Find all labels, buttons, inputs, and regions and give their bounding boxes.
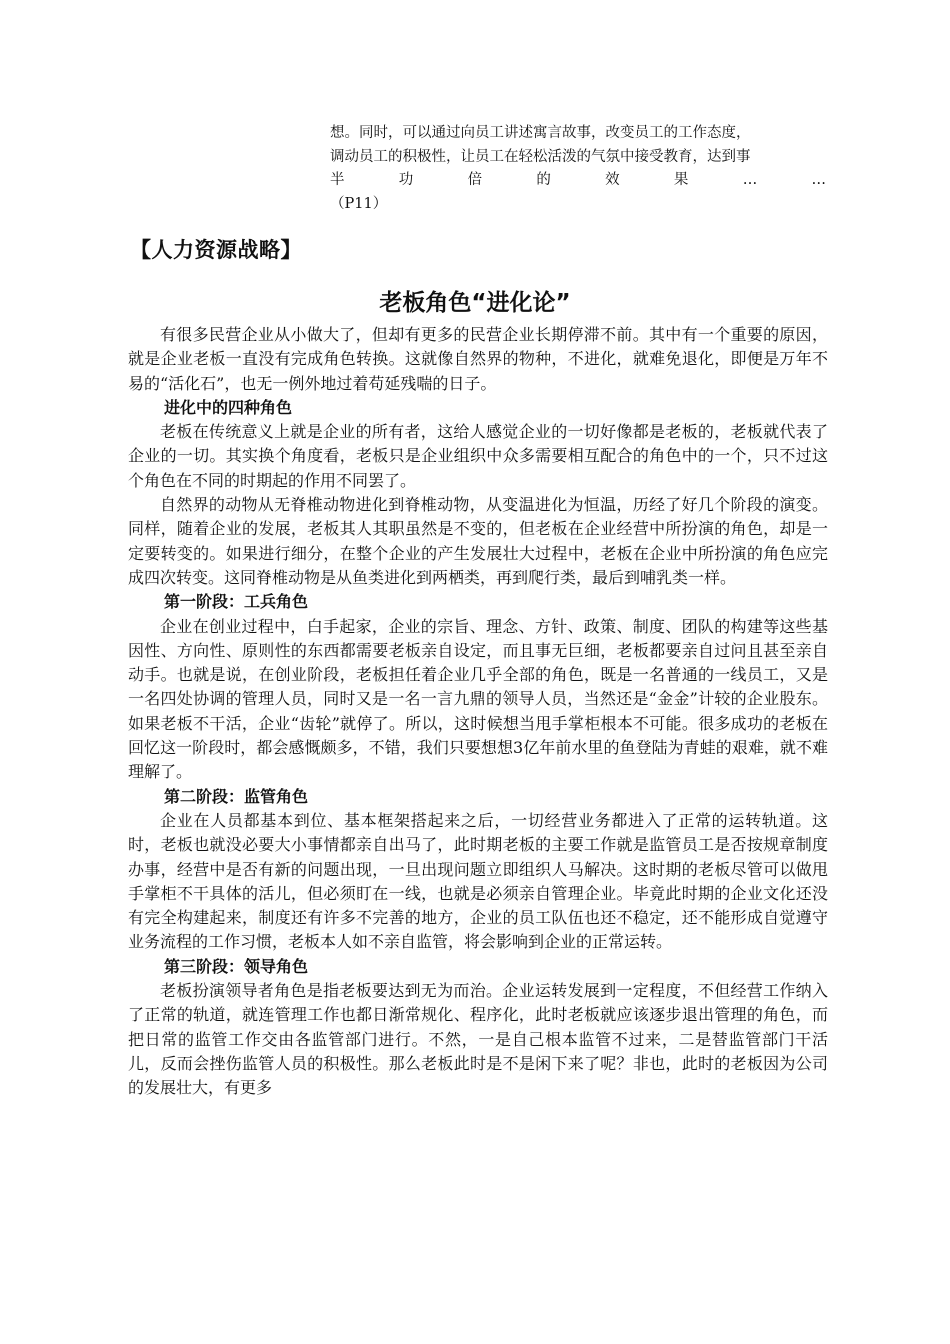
excerpt-char: 倍 xyxy=(467,172,483,188)
intro-paragraph: 有很多民营企业从小做大了，但却有更多的民营企业长期停滞不前。其中有一个重要的原因，就是企业老板一直没有完成角色转换。这就像自然界的物种，不进化，就难免退化，即便是万年不易的“活化石”，也无一例外地过着苟延残喘的日子。 xyxy=(128,325,828,393)
previous-article-excerpt xyxy=(330,122,826,216)
article-body xyxy=(128,323,828,1101)
excerpt-char: 的 xyxy=(536,172,551,188)
subheading-stage-3: 第三阶段：领导角色 xyxy=(164,956,309,976)
subheading-four-roles: 进化中的四种角色 xyxy=(164,397,293,417)
excerpt-char: … xyxy=(811,172,826,188)
page-reference: （P11） xyxy=(330,195,388,212)
section-tag: 【人力资源战略】 xyxy=(130,238,302,262)
excerpt-char: … xyxy=(742,172,758,188)
excerpt-char: 半 xyxy=(330,172,345,188)
stage-1-paragraph: 企业在创业过程中，白手起家，企业的宗旨、理念、方针、政策、制度、团队的构建等这些基因性、方向性、原则性的东西都需要老板亲自设定，而且事无巨细，老板都要亲自过问且甚至亲自动手。也就是说，在创业阶段，老板担任着企业几乎全部的角色，既是一名普通的一线员工，又是一名四处协调的管理人员，同时又是一名一言九鼎的领导人员，当然还是“金金”计较的企业股东。如果老板不干活，企业“齿轮”就停了。所以，这时候想当甩手掌柜根本不可能。很多成功的老板在回忆这一阶段时，都会感慨颇多，不错，我们只要想想3亿年前水里的鱼登陆为青蛙的艰难，就不难理解了。 xyxy=(128,616,828,782)
roles-paragraph-2: 自然界的动物从无脊椎动物进化到脊椎动物，从变温进化为恒温，历经了好几个阶段的演变。同样，随着企业的发展，老板其人其职虽然是不变的，但老板在企业经营中所扮演的角色，却是一定要转变的。如果进行细分，在整个企业的产生发展壮大过程中，老板在企业中所扮演的角色应完成四次转变。这同脊椎动物是从鱼类进化到两栖类，再到爬行类，最后到哺乳类一样。 xyxy=(128,495,828,587)
excerpt-char: 果 xyxy=(673,172,689,188)
excerpt-line-2: 调动员工的积极性，让员工在轻松活泼的气氛中接受教育，达到事 xyxy=(330,148,751,165)
excerpt-char: 效 xyxy=(605,172,620,188)
subheading-stage-2: 第二阶段：监管角色 xyxy=(164,786,309,806)
stage-2-paragraph: 企业在人员都基本到位、基本框架搭起来之后，一切经营业务都进入了正常的运转轨道。这时，老板也就没必要大小事情都亲自出马了，此时期老板的主要工作就是监管员工是否按规章制度办事，经营中是否有新的问题出现，一旦出现问题立即组织人马解决。这时期的老板尽管可以做甩手掌柜不干具体的活儿，但必须盯在一线，也就是必须亲自管理企业。毕竟此时期的企业文化还没有完全构建起来，制度还有许多不完善的地方，企业的员工队伍也还不稳定，还不能形成自觉遵守业务流程的工作习惯，老板本人如不亲自监管，将会影响到企业的正常运转。 xyxy=(128,810,828,952)
stage-3-paragraph: 老板扮演领导者角色是指老板要达到无为而治。企业运转发展到一定程度，不但经营工作纳入了正常的轨道，就连管理工作也都日渐常规化、程序化，此时老板就应该逐步退出管理的角色，而把日常的监管工作交由各监管部门进行。不然，一是自己根本监管不过来，二是替监管部门干活儿，反而会挫伤监管人员的积极性。那么老板此时是不是闲下来了呢？非也，此时的老板因为公司的发展壮大，有更多 xyxy=(128,981,828,1098)
article-title: 老板角色“进化论” xyxy=(379,290,571,316)
excerpt-line-1: 想。同时，可以通过向员工讲述寓言故事，改变员工的工作态度， xyxy=(330,125,751,141)
excerpt-line-3 xyxy=(330,169,826,193)
subheading-stage-1: 第一阶段：工兵角色 xyxy=(164,592,309,612)
roles-paragraph-1: 老板在传统意义上就是企业的所有者，这给人感觉企业的一切好像都是老板的，老板就代表了企业的一切。其实换个角度看，老板只是企业组织中众多需要相互配合的角色中的一个，只不过这个角色在不同的时期起的作用不同罢了。 xyxy=(128,422,828,490)
excerpt-char: 功 xyxy=(398,172,414,188)
